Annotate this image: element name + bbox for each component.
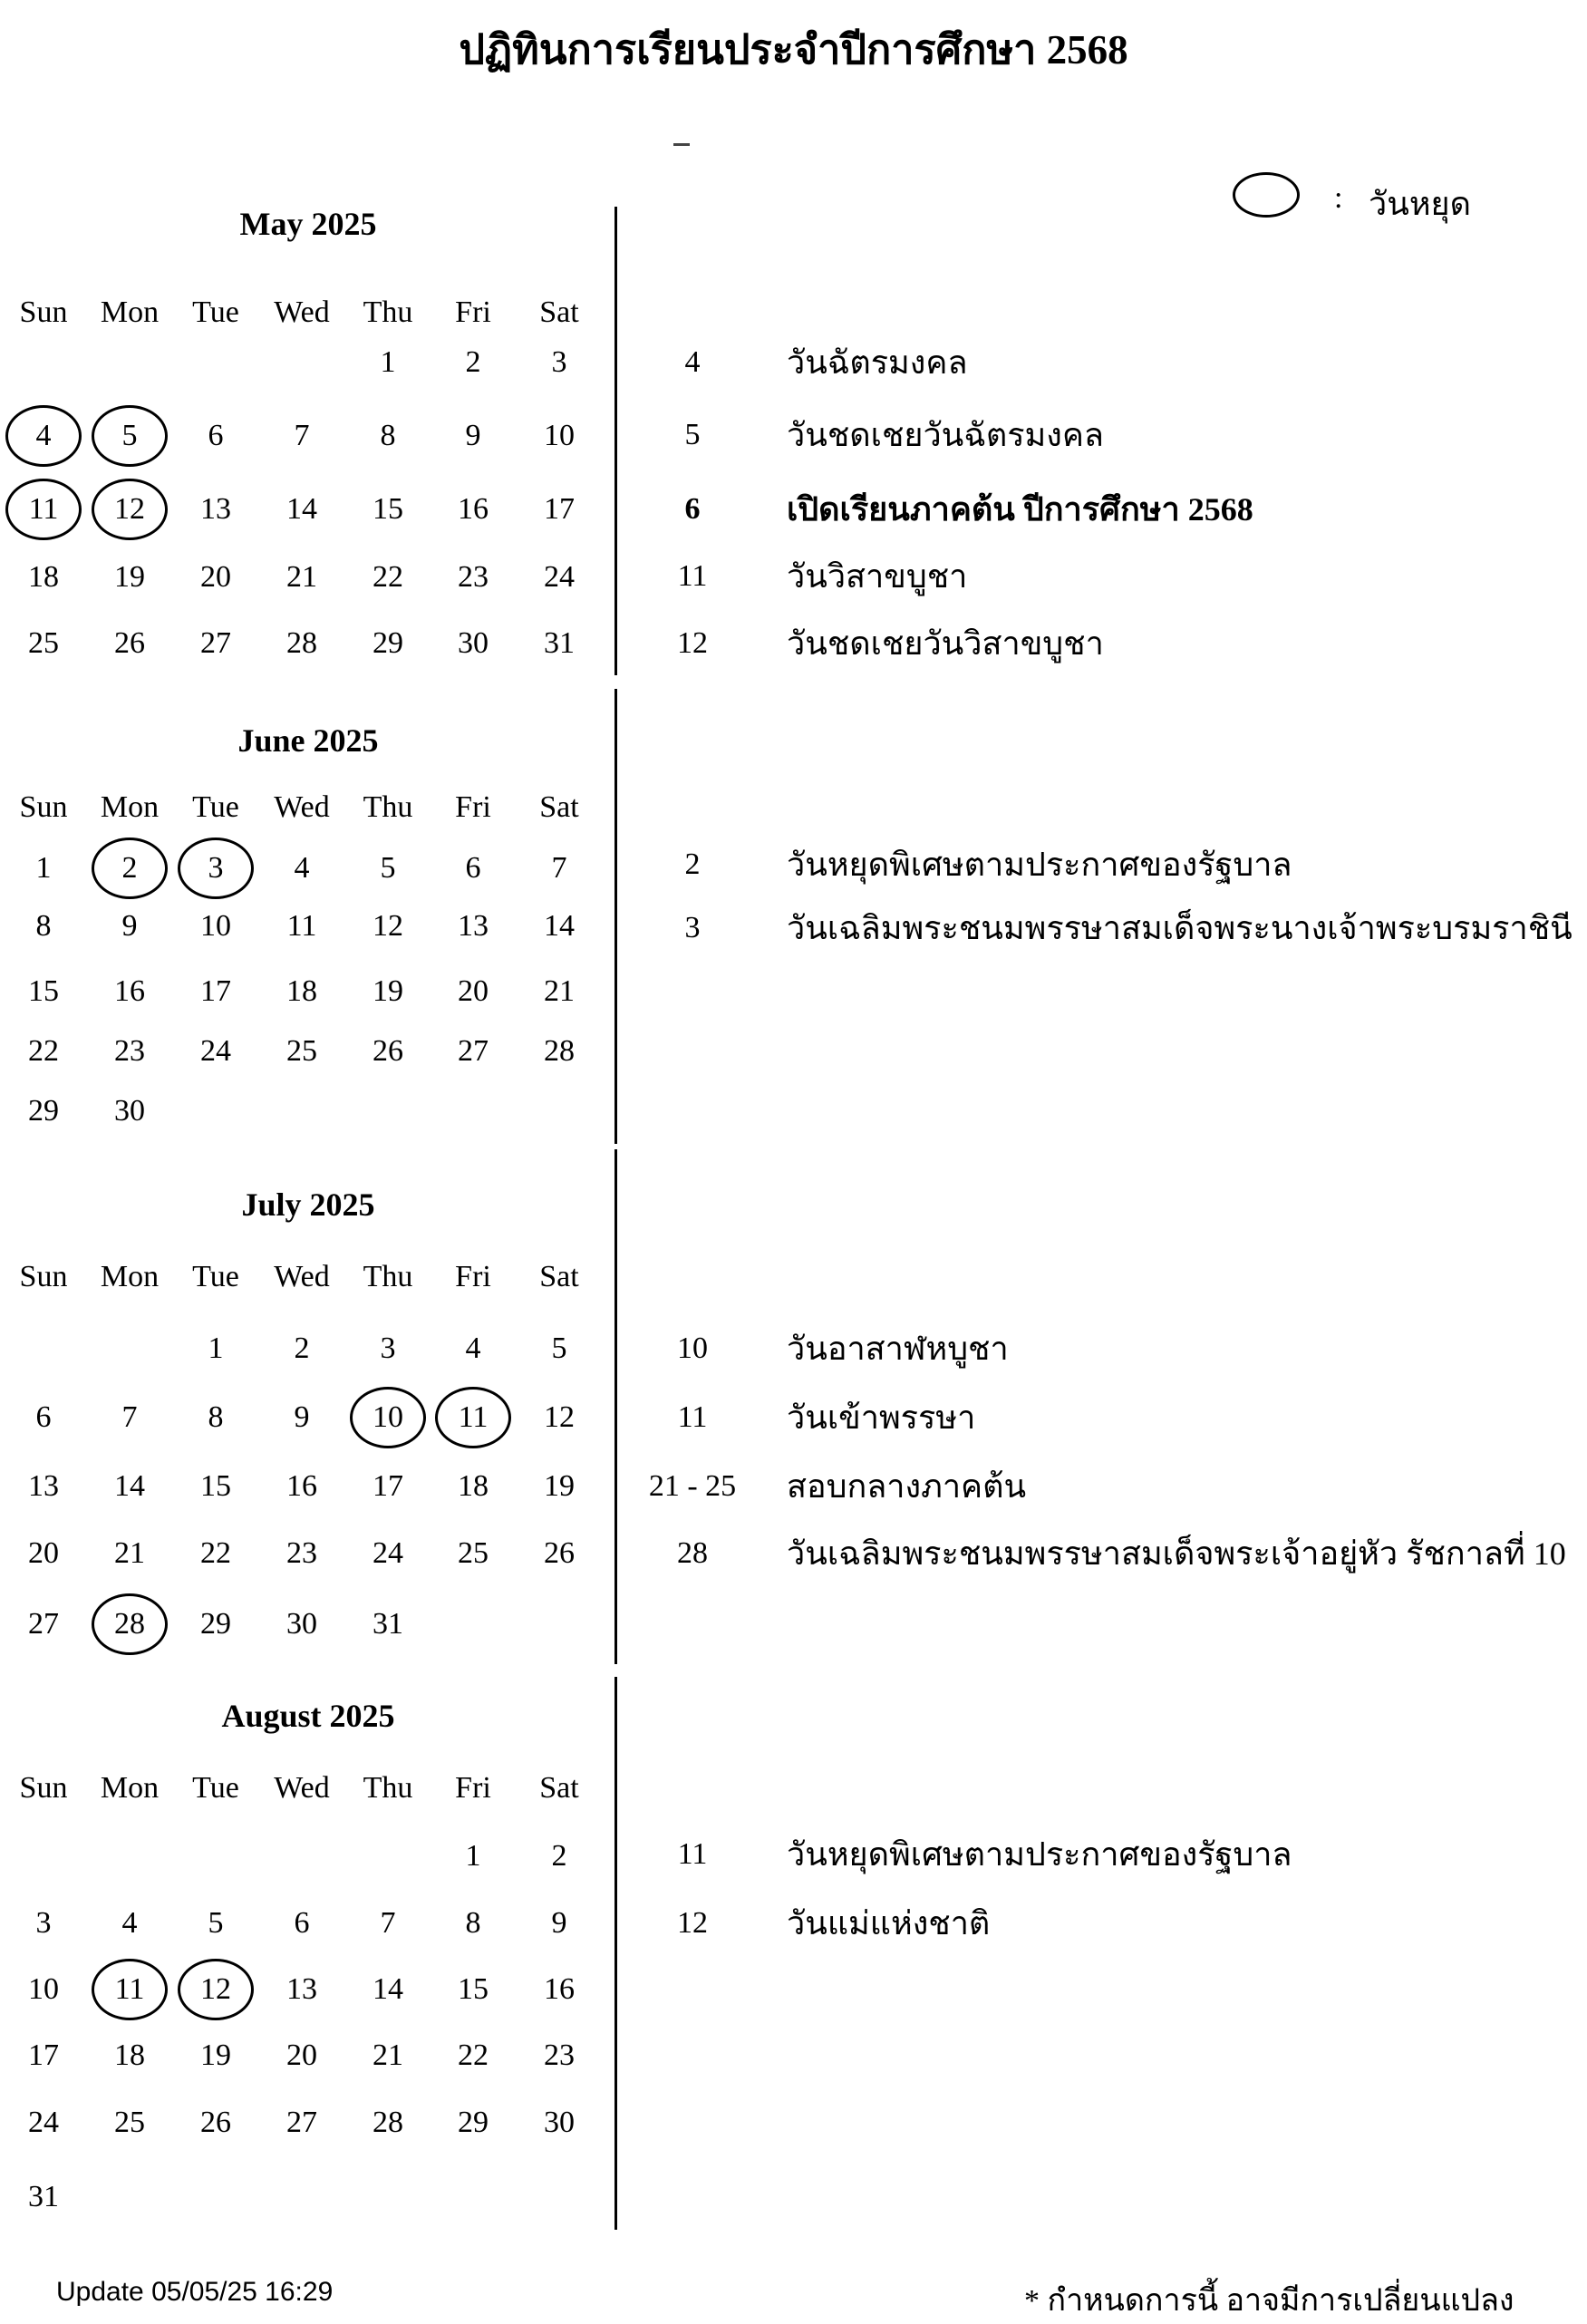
event-date: 6 — [684, 492, 701, 526]
day-cell: 12 — [373, 909, 403, 943]
column-divider — [614, 689, 617, 1144]
day-cell: 14 — [373, 1972, 403, 2006]
weekday-header: Mon — [100, 1771, 160, 1805]
day-cell: 29 — [200, 1607, 231, 1641]
event-date: 4 — [684, 345, 701, 379]
weekday-header: Wed — [274, 1260, 330, 1293]
event-description: วันหยุดพิเศษตามประกาศของรัฐบาล — [787, 1836, 1292, 1873]
event-date: 21 - 25 — [648, 1469, 737, 1503]
day-cell: 9 — [465, 419, 481, 452]
column-divider — [614, 207, 617, 675]
event-row — [625, 1459, 1586, 1514]
day-cell: 17 — [28, 2038, 59, 2072]
day-cell: 2 — [294, 1331, 310, 1365]
event-row — [625, 335, 1586, 390]
day-cell: 24 — [373, 1536, 403, 1570]
day-cell: 21 — [544, 974, 575, 1008]
day-cell: 31 — [544, 626, 575, 660]
day-cell: 22 — [28, 1034, 59, 1068]
day-cell: 23 — [544, 2038, 575, 2072]
day-cell: 17 — [373, 1469, 403, 1503]
day-cell: 1 — [208, 1331, 224, 1365]
day-cell: 30 — [114, 1094, 145, 1128]
holiday-day-cell: 11 — [93, 1962, 166, 2017]
weekday-header: Mon — [100, 295, 160, 329]
month-title: May 2025 — [239, 206, 377, 242]
day-cell: 27 — [28, 1607, 59, 1641]
event-row — [625, 838, 1586, 892]
day-cell: 26 — [544, 1536, 575, 1570]
day-cell: 10 — [200, 909, 231, 943]
weekday-header: Thu — [363, 1771, 413, 1805]
day-cell: 17 — [200, 974, 231, 1008]
day-cell: 8 — [380, 419, 396, 452]
day-cell: 1 — [35, 851, 52, 885]
day-cell: 30 — [458, 626, 489, 660]
weekday-header: Tue — [192, 295, 239, 329]
event-description: วันฉัตรมงคล — [787, 344, 968, 381]
event-date: 10 — [677, 1331, 708, 1365]
weekday-header: Tue — [192, 1771, 239, 1805]
day-cell: 20 — [286, 2038, 317, 2072]
update-timestamp: Update 05/05/25 16:29 — [56, 2277, 334, 2307]
day-cell: 25 — [114, 2106, 145, 2139]
event-row — [625, 549, 1586, 604]
legend — [1233, 172, 1559, 227]
event-description: สอบกลางภาคต้น — [787, 1468, 1027, 1505]
event-description: วันหยุดพิเศษตามประกาศของรัฐบาล — [787, 847, 1292, 883]
day-cell: 5 — [380, 851, 396, 885]
day-cell: 25 — [28, 626, 59, 660]
day-cell: 27 — [200, 626, 231, 660]
day-cell: 1 — [465, 1839, 481, 1873]
weekday-header: Fri — [455, 1260, 491, 1293]
day-cell: 13 — [200, 492, 231, 526]
day-cell: 26 — [114, 626, 145, 660]
day-cell: 26 — [373, 1034, 403, 1068]
legend-colon: : — [1334, 181, 1343, 215]
page-title: ปฏิทินการเรียนประจำปีการศึกษา 2568 — [459, 27, 1128, 73]
day-cell: 22 — [373, 560, 403, 594]
holiday-day-cell: 10 — [352, 1390, 424, 1445]
event-row — [625, 1322, 1586, 1376]
day-cell: 15 — [373, 492, 403, 526]
event-description: เปิดเรียนภาคต้น ปีการศึกษา 2568 — [787, 491, 1253, 528]
weekday-header: Thu — [363, 790, 413, 824]
day-cell: 22 — [458, 2038, 489, 2072]
day-cell: 18 — [28, 560, 59, 594]
day-cell: 21 — [373, 2038, 403, 2072]
day-cell: 19 — [544, 1469, 575, 1503]
event-description: วันเฉลิมพระชนมพรรษาสมเด็จพระเจ้าอยู่หัว รัชกาลที่ 10 — [787, 1535, 1566, 1572]
day-cell: 21 — [286, 560, 317, 594]
weekday-header: Sun — [19, 1771, 68, 1805]
day-cell: 20 — [28, 1536, 59, 1570]
day-cell: 9 — [294, 1400, 310, 1434]
day-cell: 20 — [458, 974, 489, 1008]
event-row — [625, 408, 1586, 462]
day-cell: 28 — [544, 1034, 575, 1068]
event-row — [625, 1526, 1586, 1581]
day-cell: 3 — [551, 345, 567, 379]
weekday-header: Mon — [100, 1260, 160, 1293]
holiday-day-cell: 2 — [93, 841, 166, 896]
event-row — [625, 1896, 1586, 1951]
day-cell: 9 — [551, 1906, 567, 1940]
day-cell: 12 — [544, 1400, 575, 1434]
event-row — [625, 1827, 1586, 1882]
holiday-day-cell: 12 — [93, 482, 166, 537]
weekday-header: Sat — [539, 790, 579, 824]
day-cell: 31 — [373, 1607, 403, 1641]
day-cell: 6 — [294, 1906, 310, 1940]
day-cell: 20 — [200, 560, 231, 594]
day-cell: 5 — [551, 1331, 567, 1365]
change-notice: * กำหนดการนี้ อาจมีการเปลี่ยนแปลง — [1024, 2284, 1514, 2318]
weekday-header: Tue — [192, 1260, 239, 1293]
weekday-header: Fri — [455, 790, 491, 824]
day-cell: 4 — [465, 1331, 481, 1365]
event-date: 11 — [677, 1837, 708, 1871]
event-description: วันเข้าพรรษา — [787, 1399, 976, 1436]
weekday-header: Wed — [274, 790, 330, 824]
day-cell: 16 — [286, 1469, 317, 1503]
day-cell: 30 — [544, 2106, 575, 2139]
day-cell: 25 — [286, 1034, 317, 1068]
day-cell: 15 — [28, 974, 59, 1008]
day-cell: 14 — [286, 492, 317, 526]
day-cell: 5 — [208, 1906, 224, 1940]
day-cell: 18 — [114, 2038, 145, 2072]
day-cell: 6 — [208, 419, 224, 452]
day-cell: 30 — [286, 1607, 317, 1641]
day-cell: 28 — [286, 626, 317, 660]
day-cell: 29 — [373, 626, 403, 660]
day-cell: 18 — [458, 1469, 489, 1503]
day-cell: 19 — [373, 974, 403, 1008]
day-cell: 23 — [458, 560, 489, 594]
event-date: 5 — [684, 418, 701, 451]
event-row — [625, 616, 1586, 671]
day-cell: 27 — [286, 2106, 317, 2139]
legend-label: วันหยุด — [1369, 186, 1472, 222]
day-cell: 6 — [465, 851, 481, 885]
day-cell: 7 — [294, 419, 310, 452]
holiday-day-cell: 11 — [7, 482, 80, 537]
day-cell: 31 — [28, 2180, 59, 2213]
day-cell: 16 — [544, 1972, 575, 2006]
holiday-day-cell: 11 — [437, 1390, 509, 1445]
day-cell: 9 — [121, 909, 138, 943]
day-cell: 27 — [458, 1034, 489, 1068]
day-cell: 29 — [28, 1094, 59, 1128]
weekday-header: Fri — [455, 295, 491, 329]
holiday-day-cell: 12 — [179, 1962, 252, 2017]
day-cell: 14 — [114, 1469, 145, 1503]
day-cell: 4 — [121, 1906, 138, 1940]
event-date: 3 — [684, 911, 701, 944]
day-cell: 26 — [200, 2106, 231, 2139]
event-date: 12 — [677, 626, 708, 660]
day-cell: 4 — [294, 851, 310, 885]
day-cell: 29 — [458, 2106, 489, 2139]
day-cell: 24 — [544, 560, 575, 594]
day-cell: 23 — [286, 1536, 317, 1570]
day-cell: 13 — [28, 1469, 59, 1503]
weekday-header: Wed — [274, 1771, 330, 1805]
event-description: วันชดเชยวันฉัตรมงคล — [787, 417, 1104, 453]
weekday-header: Sat — [539, 1260, 579, 1293]
holiday-day-cell: 3 — [179, 841, 252, 896]
event-description: วันแม่แห่งชาติ — [787, 1905, 991, 1942]
weekday-header: Mon — [100, 790, 160, 824]
weekday-header: Sat — [539, 295, 579, 329]
day-cell: 3 — [380, 1331, 396, 1365]
holiday-day-cell: 5 — [93, 409, 166, 463]
day-cell: 17 — [544, 492, 575, 526]
day-cell: 14 — [544, 909, 575, 943]
day-cell: 10 — [28, 1972, 59, 2006]
day-cell: 3 — [35, 1906, 52, 1940]
day-cell: 15 — [200, 1469, 231, 1503]
day-cell: 16 — [114, 974, 145, 1008]
holiday-day-cell: 28 — [93, 1597, 166, 1651]
event-row — [625, 901, 1586, 955]
day-cell: 19 — [200, 2038, 231, 2072]
weekday-header: Thu — [363, 295, 413, 329]
weekday-header: Fri — [455, 1771, 491, 1805]
day-cell: 8 — [35, 909, 52, 943]
day-cell: 23 — [114, 1034, 145, 1068]
weekday-header: Sun — [19, 1260, 68, 1293]
day-cell: 13 — [286, 1972, 317, 2006]
event-description: วันวิสาขบูชา — [787, 558, 968, 595]
day-cell: 8 — [208, 1400, 224, 1434]
event-row — [625, 1390, 1586, 1445]
month-title: August 2025 — [221, 1698, 395, 1734]
event-date: 28 — [677, 1536, 708, 1570]
weekday-header: Thu — [363, 1260, 413, 1293]
day-cell: 19 — [114, 560, 145, 594]
holiday-day-cell: 4 — [7, 409, 80, 463]
legend-holiday-oval-icon — [1233, 172, 1300, 218]
month-title: June 2025 — [237, 722, 379, 759]
day-cell: 24 — [28, 2106, 59, 2139]
dash-mark — [673, 143, 690, 146]
weekday-header: Sat — [539, 1771, 579, 1805]
weekday-header: Sun — [19, 295, 68, 329]
column-divider — [614, 1677, 617, 2230]
day-cell: 2 — [465, 345, 481, 379]
event-row — [625, 482, 1586, 537]
day-cell: 18 — [286, 974, 317, 1008]
day-cell: 10 — [544, 419, 575, 452]
event-date: 11 — [677, 1400, 708, 1434]
day-cell: 21 — [114, 1536, 145, 1570]
column-divider — [614, 1149, 617, 1664]
month-title: July 2025 — [241, 1186, 375, 1223]
event-date: 11 — [677, 559, 708, 593]
event-date: 12 — [677, 1906, 708, 1940]
event-description: วันชดเชยวันวิสาขบูชา — [787, 625, 1104, 662]
event-date: 2 — [684, 847, 701, 881]
day-cell: 1 — [380, 345, 396, 379]
event-description: วันเฉลิมพระชนมพรรษาสมเด็จพระนางเจ้าพระบรมราชินี — [787, 910, 1572, 946]
day-cell: 11 — [286, 909, 317, 943]
day-cell: 7 — [121, 1400, 138, 1434]
day-cell: 13 — [458, 909, 489, 943]
day-cell: 25 — [458, 1536, 489, 1570]
day-cell: 8 — [465, 1906, 481, 1940]
weekday-header: Tue — [192, 790, 239, 824]
weekday-header: Sun — [19, 790, 68, 824]
day-cell: 24 — [200, 1034, 231, 1068]
day-cell: 16 — [458, 492, 489, 526]
event-description: วันอาสาฬหบูชา — [787, 1331, 1009, 1367]
day-cell: 7 — [380, 1906, 396, 1940]
day-cell: 28 — [373, 2106, 403, 2139]
day-cell: 22 — [200, 1536, 231, 1570]
day-cell: 15 — [458, 1972, 489, 2006]
day-cell: 2 — [551, 1839, 567, 1873]
weekday-header: Wed — [274, 295, 330, 329]
day-cell: 6 — [35, 1400, 52, 1434]
day-cell: 7 — [551, 851, 567, 885]
